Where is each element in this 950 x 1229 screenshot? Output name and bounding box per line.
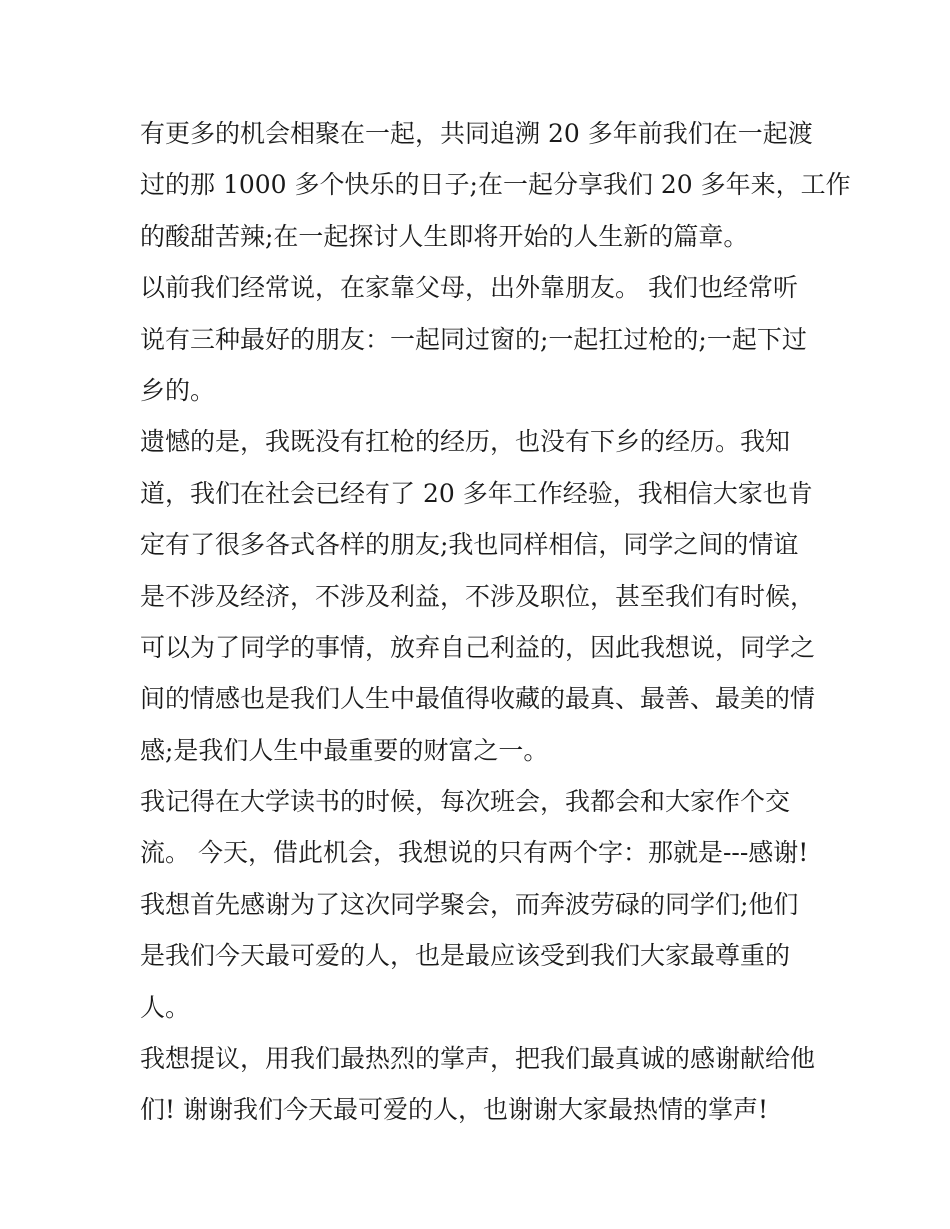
text-line: 间的情感也是我们人生中最值得收藏的最真、最善、最美的情 [140,684,816,714]
text-line: 有更多的机会相聚在一起，共同追溯 20 多年前我们在一起渡 [140,119,813,148]
text-line: 定有了很多各式各样的朋友;我也同样相信，同学之间的情谊 [140,530,799,560]
text-line: 人。 [140,992,191,1022]
text-line: 遗憾的是，我既没有扛枪的经历，也没有下乡的经历。我知 [140,427,791,457]
text-line: 我想首先感谢为了这次同学聚会，而奔波劳碌的同学们;他们 [140,889,799,919]
text-line: 可以为了同学的事情，放弃自己利益的，因此我想说，同学之 [140,632,816,662]
text-line: 过的那 1000 多个快乐的日子;在一起分享我们 20 多年来，工作 [140,170,851,200]
text-line: 乡的。 [140,375,216,405]
text-line: 我想提议，用我们最热烈的掌声，把我们最真诚的感谢献给他 [140,1044,816,1074]
text-line: 以前我们经常说，在家靠父母，出外靠朋友。 我们也经常听 [140,273,798,303]
text-line: 是不涉及经济，不涉及利益，不涉及职位，甚至我们有时候， [140,581,816,611]
text-line: 道，我们在社会已经有了 20 多年工作经验，我相信大家也肯 [140,478,813,508]
text-line: 我记得在大学读书的时候，每次班会，我都会和大家作个交 [140,787,791,817]
document-body [140,108,851,1136]
text-line: 们! 谢谢我们今天最可爱的人，也谢谢大家最热情的掌声! [140,1095,769,1125]
text-line: 说有三种最好的朋友：一起同过窗的;一起扛过枪的;一起下过 [140,324,807,354]
text-line: 感;是我们人生中最重要的财富之一。 [140,735,549,765]
text-line: 流。 今天，借此机会，我想说的只有两个字：那就是---感谢! [140,838,809,868]
text-line: 是我们今天最可爱的人，也是最应该受到我们大家最尊重的 [140,941,791,971]
text-line: 的酸甜苦辣;在一起探讨人生即将开始的人生新的篇章。 [140,221,749,251]
